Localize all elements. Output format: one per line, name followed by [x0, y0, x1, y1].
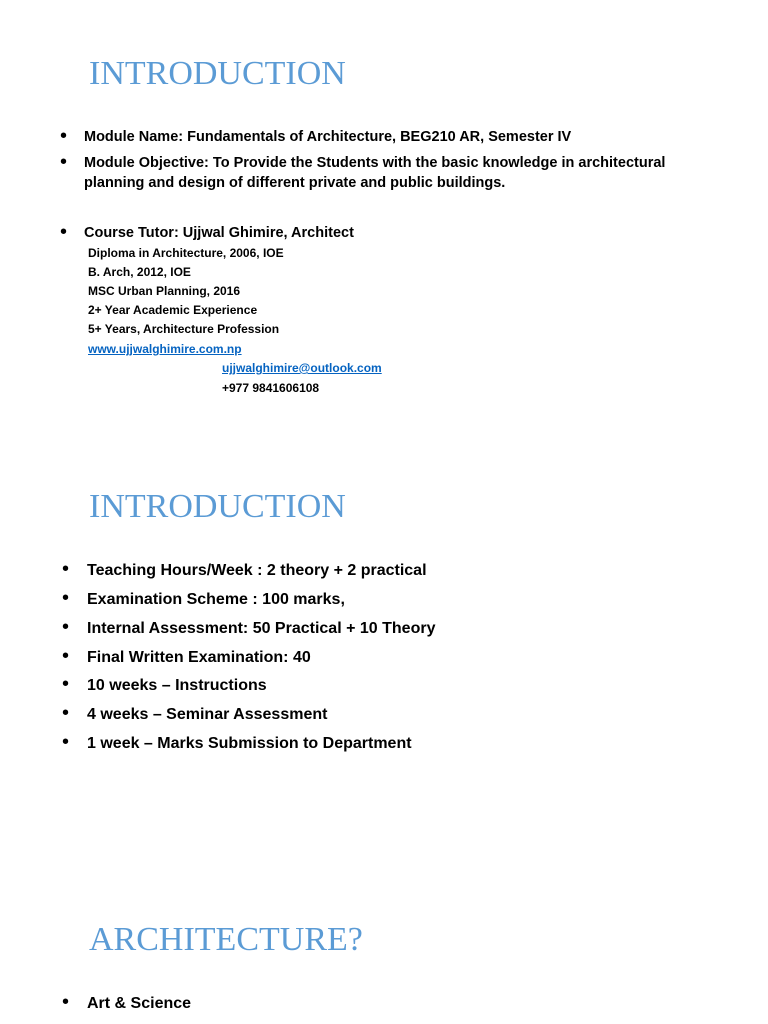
weeks-instructions: 10 weeks – Instructions	[87, 677, 267, 694]
slide2-title: INTRODUCTION	[89, 488, 346, 525]
phone-number: +977 9841606108	[222, 381, 320, 395]
module-objective: Module Objective: To Provide the Students with the basic knowledge in architectural planning and design of different private and public buildings.	[84, 155, 666, 191]
bullet-dot: •	[60, 221, 68, 243]
bullet-dot: •	[60, 125, 68, 147]
weeks-seminar: 4 weeks – Seminar Assessment	[87, 706, 328, 723]
week-marks-submission: 1 week – Marks Submission to Department	[87, 735, 412, 752]
tutor-detail: 2+ Year Academic Experience	[88, 303, 258, 317]
bullet-dot: •	[62, 702, 70, 724]
examination-scheme: Examination Scheme : 100 marks,	[87, 591, 345, 608]
bullet-dot: •	[62, 616, 70, 638]
slide3-title: ARCHITECTURE?	[89, 921, 363, 958]
internal-assessment: Internal Assessment: 50 Practical + 10 Theory	[87, 620, 436, 637]
art-and-science: Art & Science	[87, 995, 192, 1012]
bullet-dot: •	[62, 645, 70, 667]
tutor-detail: MSC Urban Planning, 2016	[88, 284, 241, 298]
bullet-dot: •	[62, 731, 70, 753]
bullet-dot: •	[62, 587, 70, 609]
bullet-dot: •	[62, 558, 70, 580]
bullet-dot: •	[62, 673, 70, 695]
course-tutor: Course Tutor: Ujjwal Ghimire, Architect	[84, 225, 354, 241]
final-exam: Final Written Examination: 40	[87, 649, 311, 666]
module-name: Module Name: Fundamentals of Architecture, BEG210 AR, Semester IV	[84, 129, 572, 145]
tutor-detail: 5+ Years, Architecture Profession	[88, 322, 280, 336]
teaching-hours: Teaching Hours/Week : 2 theory + 2 practical	[87, 562, 427, 579]
bullet-dot: •	[62, 991, 70, 1013]
email-link[interactable]: ujjwalghimire@outlook.com	[222, 361, 382, 375]
slide1-title: INTRODUCTION	[89, 55, 346, 92]
website-link[interactable]: www.ujjwalghimire.com.np	[88, 342, 242, 356]
tutor-detail: Diploma in Architecture, 2006, IOE	[88, 246, 284, 260]
bullet-dot: •	[60, 151, 68, 173]
tutor-detail: B. Arch, 2012, IOE	[88, 265, 191, 279]
